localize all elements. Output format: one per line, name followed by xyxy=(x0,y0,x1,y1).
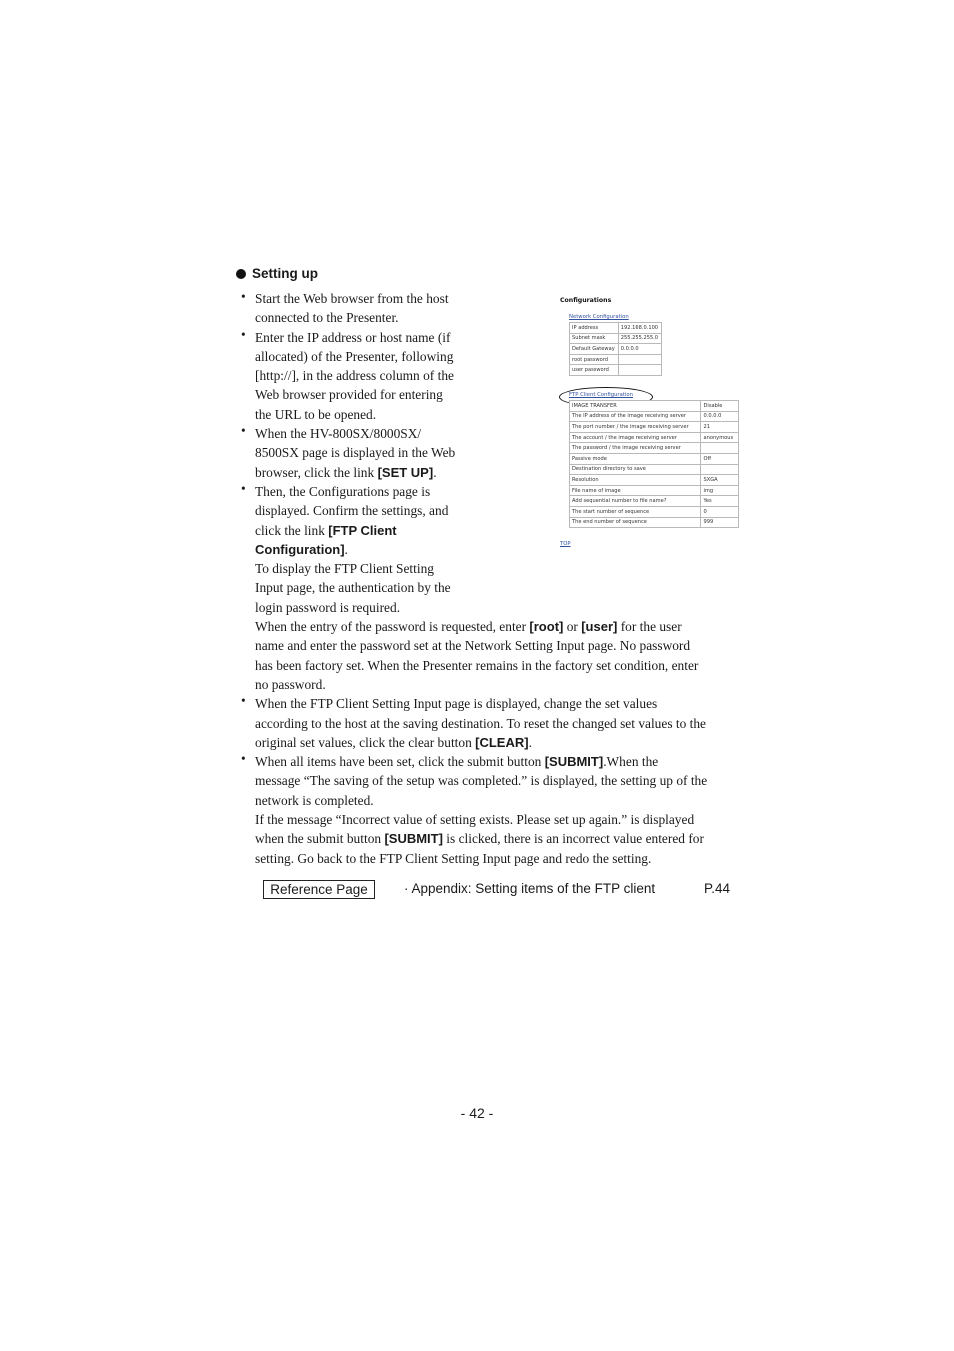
network-configuration-link[interactable]: Network Configuration xyxy=(569,314,629,320)
setting-name-cell: IP address xyxy=(570,323,619,334)
setting-value-cell xyxy=(618,365,661,376)
ftp-client-link-label: [FTP Client xyxy=(328,522,397,538)
setting-value-cell: 192.168.0.100 xyxy=(618,323,661,334)
setting-name-cell: The account / the image receiving server xyxy=(570,432,701,443)
bullet-4-line: Input page, the authentication by the xyxy=(255,580,451,596)
bullet-6-line: network is completed. xyxy=(255,792,374,808)
table-row xyxy=(570,517,739,528)
table-row xyxy=(570,323,662,334)
table-row xyxy=(570,411,739,422)
root-label: [root] xyxy=(529,619,564,635)
top-link[interactable]: TOP xyxy=(560,541,571,547)
bullet-marker: • xyxy=(241,693,246,708)
bullet-4-line: no password. xyxy=(255,676,326,692)
setting-name-cell: The port number / the image receiving server xyxy=(570,422,701,433)
setting-value-cell: 255.255.255.0 xyxy=(618,333,661,344)
reference-page-label: Reference Page xyxy=(270,882,368,897)
setting-value-cell xyxy=(618,354,661,365)
setting-value-cell: img xyxy=(701,485,739,496)
setup-link-label: [SET UP] xyxy=(377,464,434,480)
bullet-5-line: original set values, click the clear button [CLEAR]. xyxy=(255,734,532,750)
submit-button-label: [SUBMIT] xyxy=(384,831,443,847)
bullet-6-line: message “The saving of the setup was completed.” is displayed, the setting up of the xyxy=(255,773,708,789)
bullet-4-line: displayed. Confirm the settings, and xyxy=(255,503,449,519)
setting-name-cell: Add sequential number to file name? xyxy=(570,496,701,507)
bullet-4-line: When the entry of the password is requested, enter [root] or [user] for the user xyxy=(255,619,682,635)
setting-value-cell: 0.0.0.0 xyxy=(618,344,661,355)
bullet-5-line: When the FTP Client Setting Input page is displayed, change the set values xyxy=(255,696,658,712)
bullet-2-line: the URL to be opened. xyxy=(255,406,377,422)
setting-value-cell: 999 xyxy=(701,517,739,528)
reference-text: · Appendix: Setting items of the FTP client xyxy=(404,881,656,896)
setting-value-cell xyxy=(701,443,739,454)
setting-value-cell: 0.0.0.0 xyxy=(701,411,739,422)
setting-name-cell: IMAGE TRANSFER xyxy=(570,401,701,412)
bullet-marker: • xyxy=(241,751,246,766)
setting-value-cell xyxy=(701,464,739,475)
bullet-4-line: To display the FTP Client Setting xyxy=(255,561,434,577)
table-row xyxy=(570,432,739,443)
reference-page-box xyxy=(263,880,375,899)
setting-name-cell: Subnet mask xyxy=(570,333,619,344)
ftp-config-table xyxy=(569,400,739,528)
table-row xyxy=(570,365,662,376)
setting-value-cell: Disable xyxy=(701,401,739,412)
reference-page-number: P.44 xyxy=(704,881,731,896)
page-number: - 42 - xyxy=(460,1105,494,1121)
setting-name-cell: Destination directory to save xyxy=(570,464,701,475)
setting-name-cell: The start number of sequence xyxy=(570,506,701,517)
ftp-client-link-label-cont: Configuration] xyxy=(255,541,345,557)
setting-name-cell: File name of image xyxy=(570,485,701,496)
bullet-4-line: Then, the Configurations page is xyxy=(255,483,431,499)
bullet-5-line: according to the host at the saving destination. To reset the changed set values to the xyxy=(255,715,706,731)
setting-name-cell: root password xyxy=(570,354,619,365)
table-row xyxy=(570,422,739,433)
setting-name-cell: The end number of sequence xyxy=(570,517,701,528)
bullet-4-line: login password is required. xyxy=(255,599,401,615)
section-heading-text: Setting up xyxy=(252,266,318,281)
table-row xyxy=(570,333,662,344)
table-row xyxy=(570,354,662,365)
submit-button-label: [SUBMIT] xyxy=(544,754,604,770)
table-row xyxy=(570,464,739,475)
table-row xyxy=(570,496,739,507)
bullet-6-line: when the submit button [SUBMIT] is clicked, there is an incorrect value entered for xyxy=(255,831,704,847)
bullet-dot-icon xyxy=(236,269,246,279)
section-heading xyxy=(236,266,318,281)
network-config-table xyxy=(569,322,662,376)
bullet-6-line: setting. Go back to the FTP Client Setting Input page and redo the setting. xyxy=(255,850,652,866)
bullet-1-line: connected to the Presenter. xyxy=(255,310,399,326)
setting-name-cell: The password / the image receiving server xyxy=(570,443,701,454)
bullet-3-line: When the HV-800SX/8000SX/ xyxy=(255,426,422,442)
table-row xyxy=(570,475,739,486)
clear-button-label: [CLEAR] xyxy=(475,734,529,750)
configurations-screenshot xyxy=(556,292,742,554)
setting-name-cell: Resolution xyxy=(570,475,701,486)
setting-name-cell: Passive mode xyxy=(570,453,701,464)
bullet-6-line: When all items have been set, click the submit button [SUBMIT].When the xyxy=(255,754,659,770)
setting-value-cell: SXGA xyxy=(701,475,739,486)
bullet-3-line: browser, click the link [SET UP]. xyxy=(255,464,437,480)
bullet-marker: • xyxy=(241,327,246,342)
setting-value-cell: 0 xyxy=(701,506,739,517)
bullet-6-line: If the message “Incorrect value of setting exists. Please set up again.” is displayed xyxy=(255,812,695,828)
bullet-4-line: name and enter the password set at the Network Setting Input page. No password xyxy=(255,638,691,654)
bullet-4-line: Configuration]. xyxy=(255,541,348,557)
table-row xyxy=(570,485,739,496)
setting-value-cell: Off xyxy=(701,453,739,464)
bullet-marker: • xyxy=(241,423,246,438)
setting-name-cell: The IP address of the image receiving server xyxy=(570,411,701,422)
setting-name-cell: user password xyxy=(570,365,619,376)
bullet-marker: • xyxy=(241,289,246,304)
setting-value-cell: Yes xyxy=(701,496,739,507)
table-row xyxy=(570,453,739,464)
bullet-2-line: [http://], in the address column of the xyxy=(255,368,454,384)
bullet-1-line: Start the Web browser from the host xyxy=(255,291,449,306)
bullet-4-line: has been factory set. When the Presenter remains in the factory set condition, enter xyxy=(255,657,699,673)
table-row xyxy=(570,344,662,355)
configurations-title: Configurations xyxy=(560,297,612,304)
bullet-marker: • xyxy=(241,481,246,496)
setting-value-cell: anonymous xyxy=(701,432,739,443)
setting-name-cell: Default Gateway xyxy=(570,344,619,355)
bullet-3-line: 8500SX page is displayed in the Web xyxy=(255,445,456,461)
setting-value-cell: 21 xyxy=(701,422,739,433)
user-label: [user] xyxy=(581,619,618,635)
bullet-2-line: Web browser provided for entering xyxy=(255,387,443,403)
ftp-client-configuration-link[interactable]: FTP Client Configuration xyxy=(569,392,634,398)
bullet-4-line: click the link [FTP Client xyxy=(255,522,397,538)
bullet-2-line: Enter the IP address or host name (if xyxy=(255,329,451,345)
table-row xyxy=(570,401,739,412)
table-row xyxy=(570,506,739,517)
table-row xyxy=(570,443,739,454)
bullet-2-line: allocated) of the Presenter, following xyxy=(255,348,454,364)
